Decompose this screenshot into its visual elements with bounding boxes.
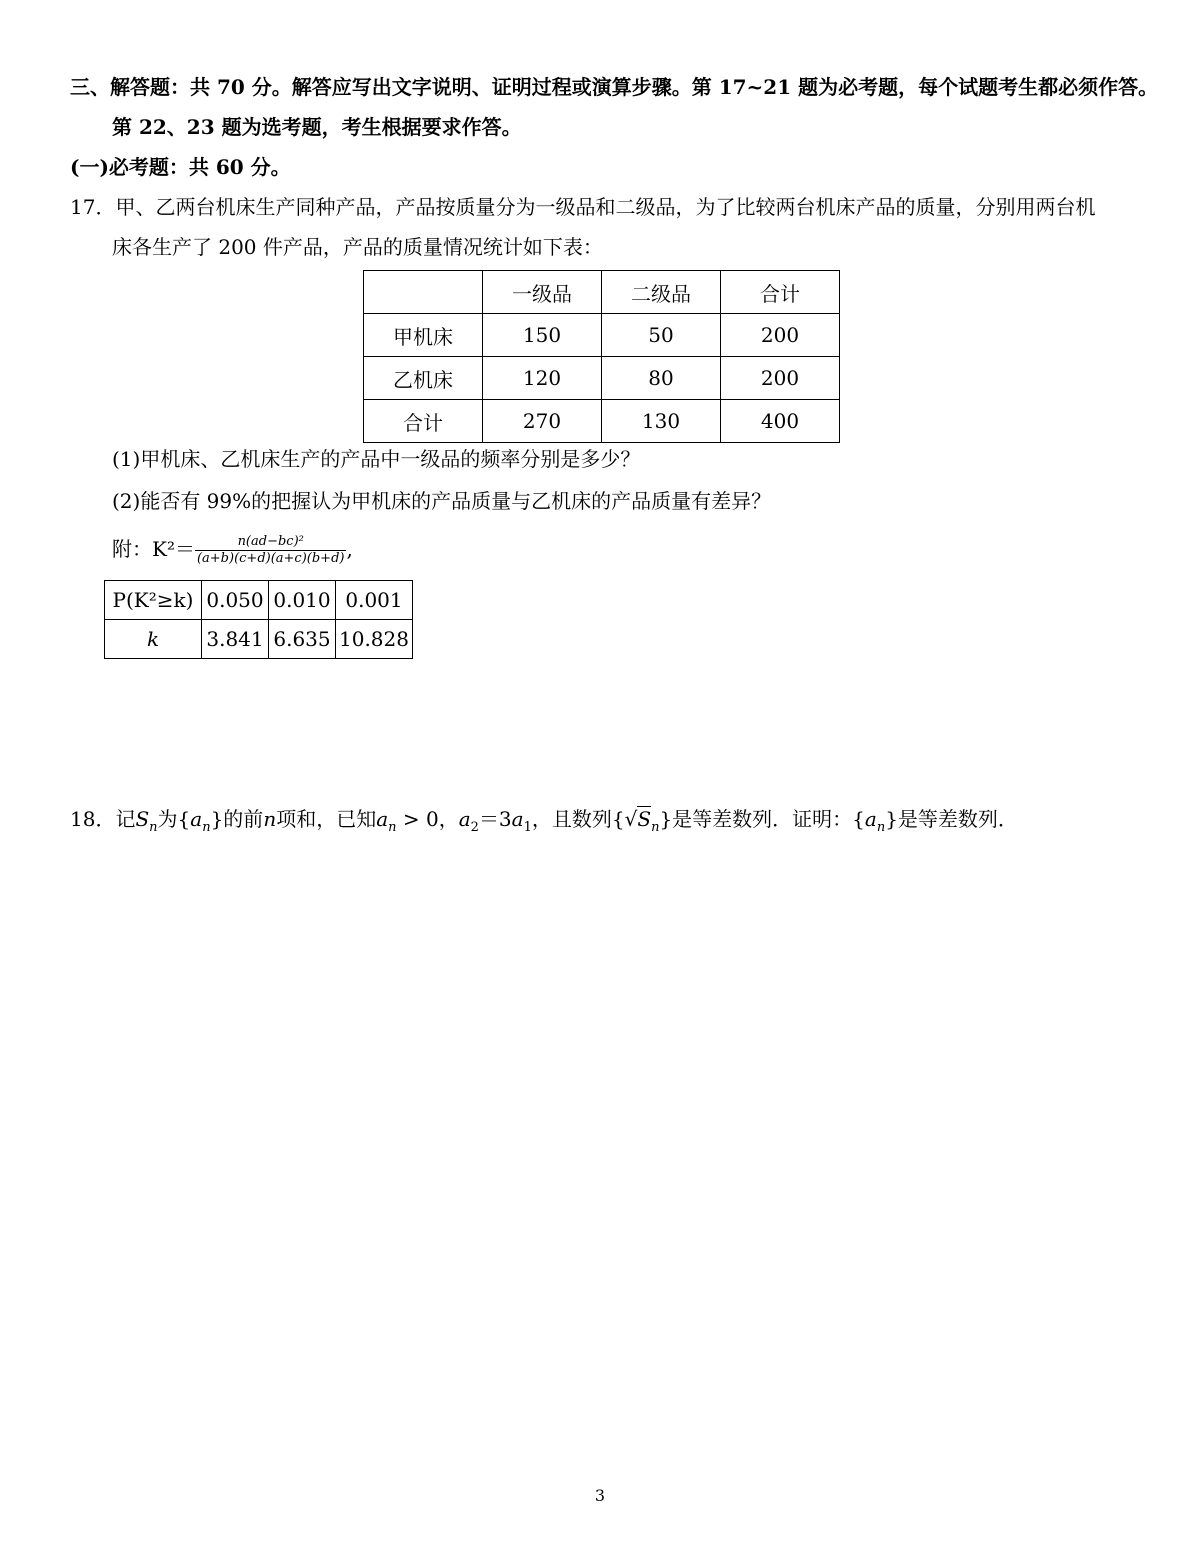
q18-sub: n [149, 820, 158, 835]
table-cell: 200 [721, 314, 840, 357]
table-cell: 200 [721, 357, 840, 400]
quality-table [363, 270, 840, 443]
q18-sub: 1 [523, 820, 532, 835]
q18-text: ＝3 [478, 807, 512, 831]
table-cell: 甲机床 [364, 314, 483, 357]
table-row [364, 271, 840, 314]
q18-text: 项和，已知 [276, 807, 377, 831]
table-cell: 80 [602, 357, 721, 400]
q18-text: > 0， [396, 807, 459, 831]
q18-var: S [637, 807, 652, 831]
table-row [364, 400, 840, 443]
table-header-cell: 二级品 [602, 271, 721, 314]
question-17-stem-text1: 甲、乙两台机床生产同种产品，产品按质量分为一级品和二级品，为了比较两台机床产品的质量，分别用两台机 [115, 195, 1096, 219]
q18-text: }是等差数列．证明：{ [659, 807, 865, 831]
q18-sub: n [202, 820, 211, 835]
critical-value-table [104, 580, 413, 659]
question-18 [70, 806, 1018, 841]
table-cell: P(K²≥k) [105, 581, 202, 620]
section-heading-line2: 第 22、23 题为选考题，考生根据要求作答。 [112, 115, 522, 139]
table-header-cell: 一级品 [483, 271, 602, 314]
table-cell: k [105, 620, 202, 659]
q18-sub: n [876, 820, 886, 835]
table-cell: 270 [483, 400, 602, 443]
q18-var: S [135, 807, 150, 831]
formula-numerator: n(ad−bc)² [237, 534, 304, 549]
appendix-formula [112, 532, 353, 567]
table-cell: 120 [483, 357, 602, 400]
table-row [364, 314, 840, 357]
q18-sub: n [388, 820, 397, 835]
q18-text: ，且数列{√ [531, 807, 638, 831]
table-cell: 130 [602, 400, 721, 443]
question-17-part-2: (2)能否有 99%的把握认为甲机床的产品质量与乙机床的产品质量有差异？ [112, 489, 772, 513]
q18-var: a [376, 807, 389, 831]
section-heading-line1: 三、解答题：共 70 分。解答应写出文字说明、证明过程或演算步骤。第 17~21 题为必考题，每个试题考生都必须作答。 [70, 75, 1159, 99]
question-18-number: 18． [70, 807, 116, 831]
question-17-stem-line2: 床各生产了 200 件产品，产品的质量情况统计如下表： [112, 235, 603, 259]
table-cell: 6.635 [269, 620, 336, 659]
question-17-stem-line1 [70, 194, 1095, 220]
table-row [105, 620, 413, 659]
formula-tail: , [346, 537, 353, 561]
table-cell: 0.010 [269, 581, 336, 620]
q18-var: a [190, 807, 203, 831]
q18-var: n [263, 807, 277, 831]
formula-fraction [195, 534, 347, 567]
table-cell: 10.828 [336, 620, 413, 659]
q18-text: }是等差数列． [885, 807, 1018, 831]
q18-var: a [458, 807, 471, 831]
table-cell: 乙机床 [364, 357, 483, 400]
subsection-heading: (一)必考题：共 60 分。 [70, 155, 291, 179]
table-cell: 50 [602, 314, 721, 357]
q18-sub: n [651, 820, 660, 835]
table-cell: 0.050 [202, 581, 269, 620]
question-17-number: 17． [70, 195, 116, 219]
table-header-cell: 合计 [721, 271, 840, 314]
table-cell: 3.841 [202, 620, 269, 659]
table-row [105, 581, 413, 620]
question-17-part-1: (1)甲机床、乙机床生产的产品中一级品的频率分别是多少？ [112, 447, 641, 471]
appendix-label: 附：K²＝ [112, 537, 195, 561]
table-cell: 合计 [364, 400, 483, 443]
page-number: 3 [594, 1486, 606, 1505]
table-cell [364, 271, 483, 314]
q18-text: }的前 [210, 807, 264, 831]
table-cell: 0.001 [336, 581, 413, 620]
q18-text: 为{ [157, 807, 191, 831]
q18-text: 记 [115, 807, 136, 831]
formula-denominator: (a+b)(c+d)(a+c)(b+d) [196, 551, 345, 566]
table-cell: 150 [483, 314, 602, 357]
q18-var: a [864, 807, 877, 831]
q18-sub: 2 [470, 820, 479, 835]
table-row [364, 357, 840, 400]
q18-var: a [511, 807, 524, 831]
table-cell: 400 [721, 400, 840, 443]
